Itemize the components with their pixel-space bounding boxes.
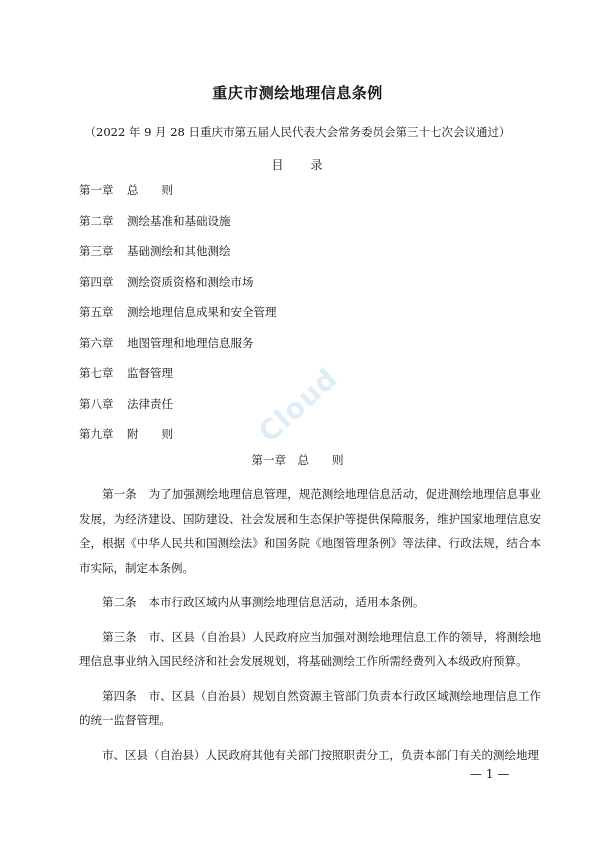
- toc-item-6: [79, 336, 277, 367]
- toc-item-3: [79, 244, 277, 275]
- document-title: 重庆市测绘地理信息条例: [212, 84, 383, 102]
- article: [79, 625, 541, 674]
- toc-heading: 目 录: [271, 158, 324, 172]
- article-text: 本市行政区域内从事测绘地理信息活动，适用本条例。: [148, 595, 425, 609]
- article: [79, 684, 541, 733]
- toc-chapter-number: 第九章: [79, 427, 114, 441]
- paragraph-continuation: [79, 743, 541, 768]
- document-body: [79, 482, 541, 777]
- toc-chapter-title: 监督管理: [127, 366, 173, 380]
- cloud-watermark: Cloud: [252, 361, 345, 450]
- toc-chapter-number: 第七章: [79, 366, 114, 380]
- toc-chapter-title: 测绘资质资格和测绘市场: [127, 274, 254, 289]
- toc-item-8: [79, 397, 277, 428]
- page-number: — 1 —: [470, 767, 510, 781]
- toc-chapter-number: 第四章: [79, 274, 114, 289]
- toc-item-4: [79, 275, 277, 306]
- toc-chapter-number: 第六章: [79, 335, 114, 350]
- toc-item-2: [79, 214, 277, 245]
- chapter-heading: 第一章 总 则: [251, 453, 344, 467]
- document-subtitle: （2022 年 9 月 28 日重庆市第五届人民代表大会常务委员会第三十七次会议通过）: [84, 125, 511, 139]
- toc-chapter-title: 基础测绘和其他测绘: [127, 244, 231, 258]
- toc-chapter-title: 测绘基准和基础设施: [127, 213, 231, 228]
- article-text: 为了加强测绘地理信息管理，规范测绘地理信息活动，促进测绘地理信息事业发展，为经济建设、国防建设、社会发展和生态保护等提供保障服务，维护国家地理信息安全，根据《中华人民共和国测绘法》和国务院《地图管理条例》等法律、行政法规，结合本市实际，制定本条例。: [79, 487, 542, 575]
- article-number: 第四条: [102, 688, 137, 703]
- toc-chapter-title: 附 则: [127, 427, 173, 441]
- article: [79, 482, 541, 580]
- article-text: 市、区县（自治县）人民政府应当加强对测绘地理信息工作的领导，将测绘地理信息事业纳入国民经济和社会发展规划，将基础测绘工作所需经费列入本级政府预算。: [79, 629, 542, 668]
- continuation-text: 市、区县（自治县）人民政府其他有关部门按照职责分工，负责本部门有关的测绘地理: [102, 747, 539, 762]
- toc-chapter-number: 第三章: [79, 244, 114, 258]
- toc-chapter-number: 第二章: [79, 213, 114, 228]
- toc-chapter-title: 法律责任: [127, 396, 173, 411]
- toc-item-5: [79, 305, 277, 336]
- toc-chapter-title: 测绘地理信息成果和安全管理: [127, 305, 277, 319]
- article-number: 第二条: [102, 595, 137, 609]
- toc-chapter-number: 第一章: [79, 183, 114, 197]
- toc-chapter-number: 第五章: [79, 305, 114, 319]
- article-text: 市、区县（自治县）规划自然资源主管部门负责本行政区域测绘地理信息工作的统一监督管理。: [79, 688, 542, 727]
- toc-chapter-number: 第八章: [79, 396, 114, 411]
- toc-item-7: [79, 366, 277, 397]
- article-number: 第三条: [102, 629, 137, 644]
- article: [79, 590, 541, 615]
- toc-chapter-title: 总 则: [127, 183, 173, 197]
- article-number: 第一条: [102, 487, 137, 501]
- table-of-contents: [79, 183, 277, 458]
- toc-chapter-title: 地图管理和地理信息服务: [127, 335, 254, 350]
- toc-item-1: [79, 183, 277, 214]
